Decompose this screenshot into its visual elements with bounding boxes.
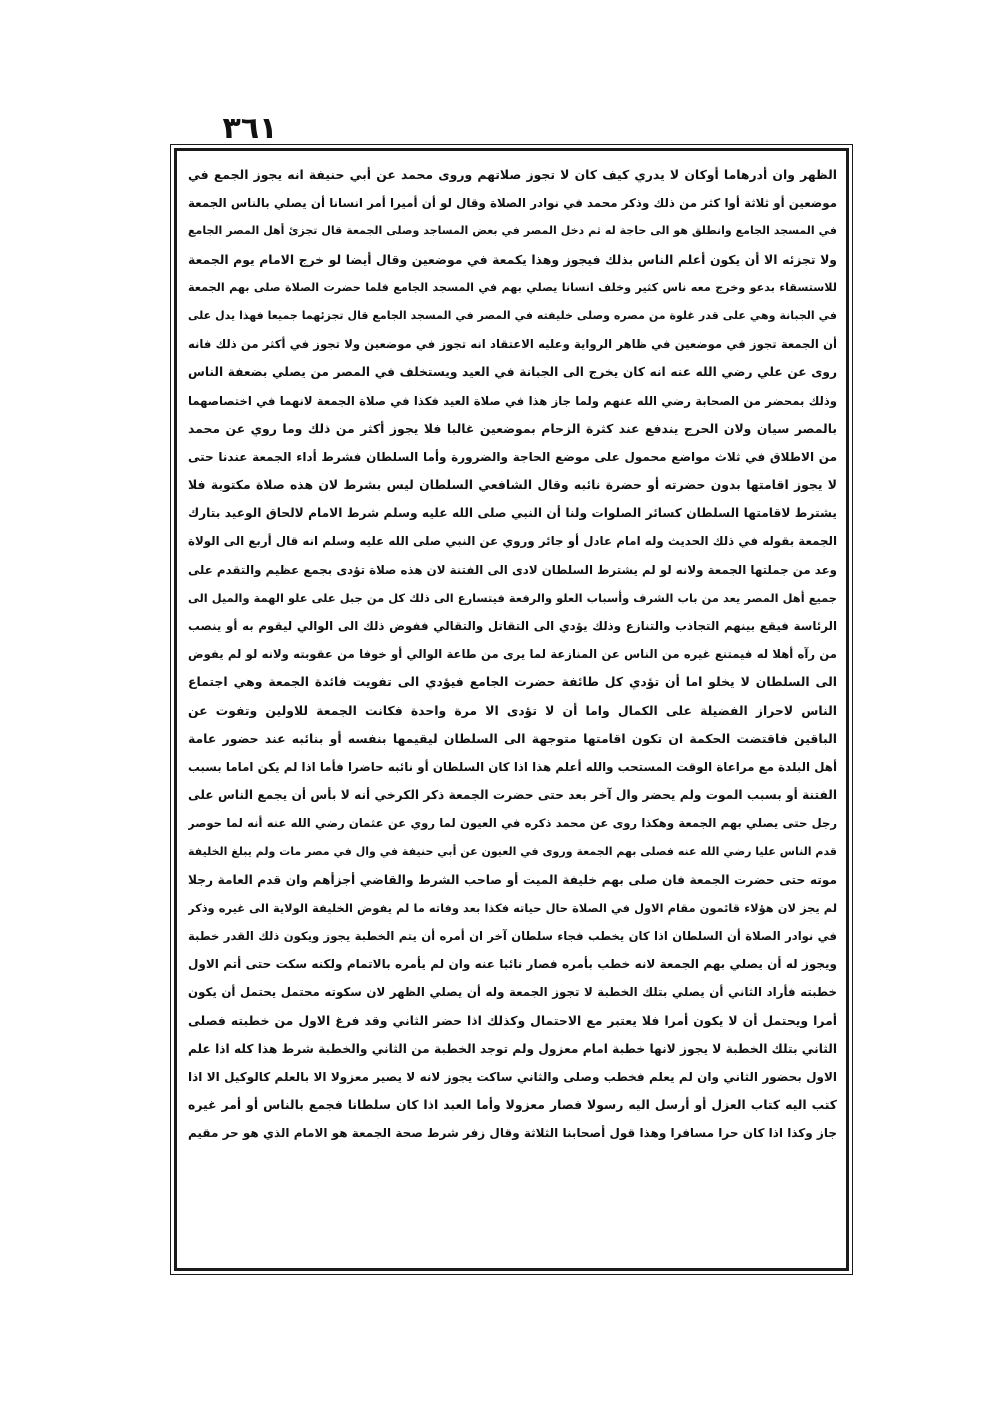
text-line: الظهر وان أدرهاما أوكان لا يدري كيف كان لا تجوز صلاتهم وروى محمد عن أبي حنيفة انه يجوز الجمع في <box>188 167 837 182</box>
text-line: وعد من جملتها الجمعة ولانه لو لم يشترط السلطان لادى الى الفتنة لان هذه صلاة تؤدى بجمع عظيم والتقدم على <box>188 562 837 577</box>
text-line: في نوادر الصلاة أن السلطان اذا كان يخطب فجاء سلطان آخر ان أمره أن يتم الخطبة يجوز ويكون ذلك القدر خطبة <box>188 929 837 944</box>
text-line: الى السلطان لا يخلو اما أن تؤدي كل طائفة حضرت الجامع فيؤدي الى تفويت فائدة الجمعة وهي اجتماع <box>188 674 837 690</box>
text-line: الرئاسة فيقع بينهم التجاذب والتنازع وذلك يؤدي الى التقاتل والتقالي ففوض ذلك الى الوالي ليقوم به أو ينصب <box>188 619 837 633</box>
text-line: أمرا ويحتمل أن لا يكون أمرا فلا يعتبر مع الاحتمال وكذلك اذا حضر الثاني وقد فرغ الاول من خطبته فصلى <box>188 1012 837 1028</box>
text-line: موته حتى حضرت الجمعة فان صلى بهم خليفة الميت أو صاحب الشرط والقاضي أجزأهم وان قدم العامة رجلا <box>188 872 837 887</box>
text-line: قدم الناس عليا رضي الله عنه فصلى بهم الجمعة وروى في العيون عن أبي حنيفة في وال في مصر مات ولم يبلغ الخليفة <box>188 844 837 858</box>
text-line: خطبته فأراد الثاني أن يصلي بتلك الخطبة لا تجوز الجمعة وله أن يصلي الظهر لان سكوته محتمل يحتمل أن يكون <box>188 985 837 1000</box>
text-line: ويجوز له أن يصلي بهم الجمعة لانه خطب بأمره فصار نائبا عنه وان لم يأمره بالاتمام ولكنه سكت حتى أتم الاول <box>188 957 837 972</box>
page-number: ٣٦١ <box>222 111 278 146</box>
text-line: في الجبانة وهي على قدر غلوة من مصره وصلى خليفته في المصر في المسجد الجامع قال تجزئهما جميعا فهذا يدل على <box>188 308 837 322</box>
text-line: لم يجز لان هؤلاء قائمون مقام الاول في الصلاة حال حياته فكذا بعد وفاته ما لم يفوض الخليفة الولاية الى غيره وذكر <box>188 900 837 915</box>
text-line: روى عن علي رضي الله عنه انه كان يخرج الى الجبانة في العيد ويستخلف في المصر من يصلي بضعفة الناس <box>188 365 837 380</box>
text-line: جاز وكذا اذا كان حرا مسافرا وهذا قول أصحابنا الثلاثة وقال زفر شرط صحة الجمعة هو الامام الذي هو حر مقيم <box>188 1126 837 1141</box>
text-line: جميع أهل المصر يعد من باب الشرف وأسباب العلو والرفعة فيتسارع الى ذلك كل من جبل على علو الهمة والميل الى <box>188 590 837 605</box>
text-line: الاول بحضور الثاني وان لم يعلم فخطب وصلى والثاني ساكت يجوز لانه لا يصير معزولا الا بالعلم كالوكيل الا اذا <box>188 1070 837 1084</box>
text-line: الفتنة أو بسبب الموت ولم يحضر وال آخر بعد حتى حضرت الجمعة ذكر الكرخي أنه لا بأس أن يجمع الناس على <box>188 788 837 803</box>
text-line: أن الجمعة تجوز في موضعين في ظاهر الرواية وعليه الاعتقاد انه تجوز في موضعين ولا تجوز في أكثر من ذلك فانه <box>188 337 837 352</box>
text-line: من الاطلاق في ثلاث مواضع محمول على موضع الحاجة والضرورة وأما السلطان فشرط أداء الجمعة عندنا حتى <box>188 449 837 464</box>
text-line: من رآه أهلا له فيمتنع غيره من الناس عن المنازعة لما يرى من طاعة الوالي أو خوفا من عقوبته ولانه لو لم يفوض <box>188 647 837 662</box>
text-line: ولا تجزئه الا أن يكون أعلم الناس بذلك فيجوز وهذا يكمعة في موضعين وقال أيضا لو خرج الامام يوم الجمعة <box>188 251 837 267</box>
text-line: بالمصر سيان ولان الحرج يندفع عند كثرة الزحام بموضعين غالبا فلا يجوز أكثر من ذلك وما روي عن محمد <box>188 420 837 436</box>
text-body <box>188 161 837 1148</box>
text-line: يشترط لاقامتها السلطان كسائر الصلوات ولنا أن النبي صلى الله عليه وسلم شرط الامام لالحاق الوعيد بتارك <box>188 506 837 521</box>
text-line: الثاني بتلك الخطبة لا يجوز لانها خطبة امام معزول ولم توجد الخطبة من الثاني والخطبة شرط هذا كله اذا علم <box>188 1041 837 1056</box>
text-line: لا يجوز اقامتها بدون حضرته أو حضرة نائبه وقال الشافعي السلطان ليس بشرط لان هذه صلاة مكتوبة فلا <box>188 477 837 493</box>
text-line: الباقين فاقتضت الحكمة ان تكون اقامتها متوجهة الى السلطان ليقيمها بنفسه أو بنائبه عند حضور عامة <box>188 730 837 746</box>
text-line: في المسجد الجامع وانطلق هو الى حاجة له ثم دخل المصر في بعض المساجد وصلى الجمعة قال تجزئ أهل المصر الجامع <box>188 224 837 238</box>
text-line: وذلك بمحضر من الصحابة رضي الله عنهم ولما جاز هذا في صلاة العيد فكذا في صلاة الجمعة لانهما في اختصاصهما <box>188 393 837 408</box>
text-line: الجمعة بقوله في ذلك الحديث وله امام عادل أو جائر وروي عن النبي صلى الله عليه وسلم انه قال أربع الى الولاة <box>188 534 837 549</box>
text-line: أهل البلدة مع مراعاة الوقت المستحب والله أعلم هذا اذا كان السلطان أو نائبه حاضرا فأما اذا لم يكن اماما بسبب <box>188 759 837 774</box>
text-line: الناس لاحراز الفضيلة على الكمال واما أن لا تؤدى الا مرة واحدة فكانت الجمعة للاولين وتفوت عن <box>188 702 837 718</box>
text-line: موضعين أو ثلاثة أوا كثر من ذلك وذكر محمد في نوادر الصلاة وقال لو أن أميرا أمر انسانا أن يصلي بالناس الجمعة <box>188 196 837 211</box>
text-line: للاستسقاء بدعو وخرج معه ناس كثير وخلف انسانا يصلي بهم في المسجد الجامع فلما حضرت الصلاة صلى بهم الجمعة <box>188 280 837 294</box>
text-line: كتب اليه كتاب العزل أو أرسل اليه رسولا فصار معزولا وأما العبد اذا كان سلطانا فجمع بالناس أو أمر غيره <box>188 1097 837 1113</box>
text-frame <box>174 148 849 1271</box>
text-line: رجل حتى يصلي بهم الجمعة وهكذا روى عن محمد ذكره في العيون لما روي عن عثمان رضي الله عنه أنه لما حوصر <box>188 816 837 831</box>
